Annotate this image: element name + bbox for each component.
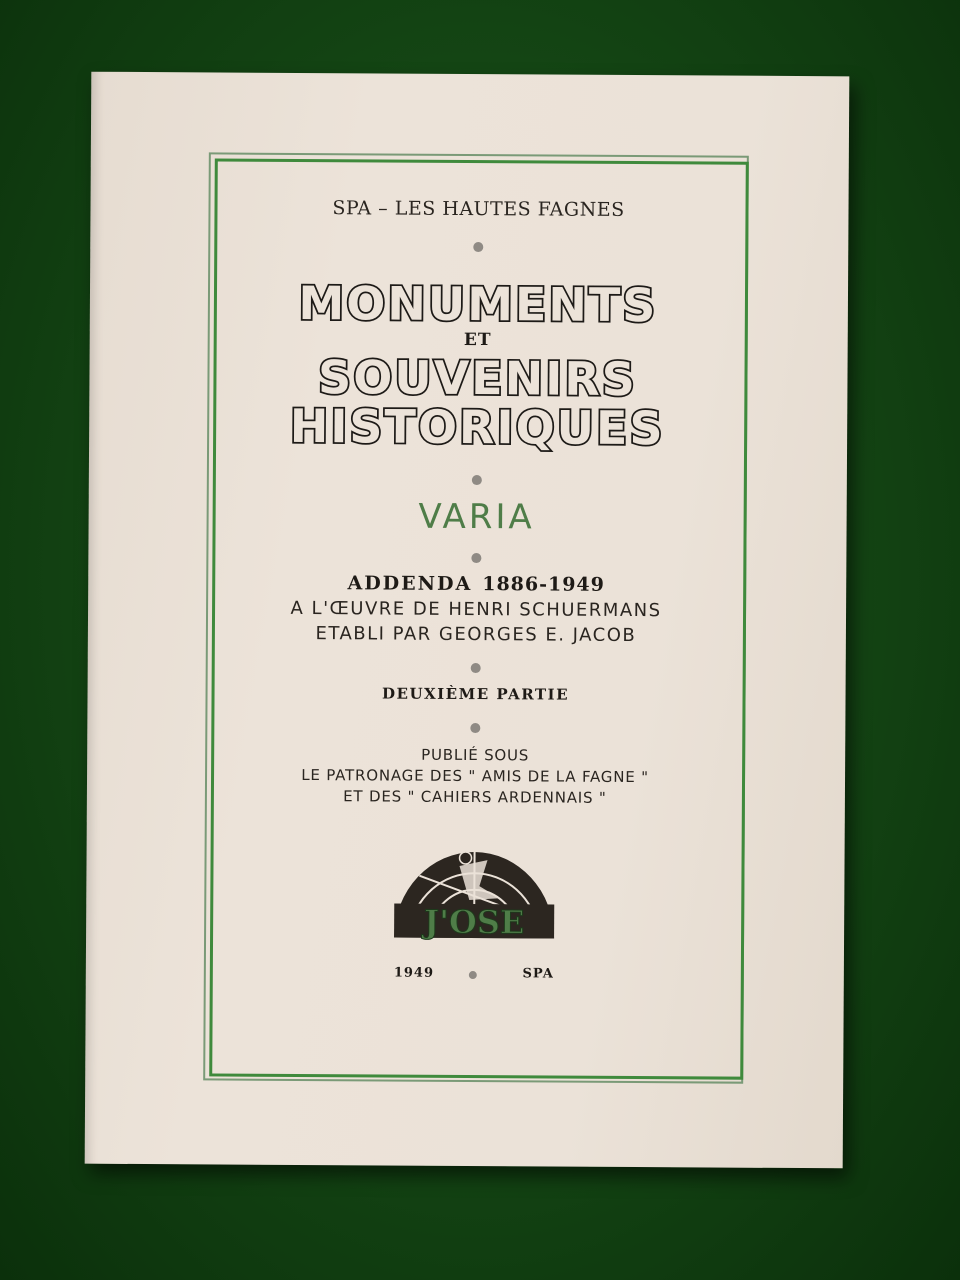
imprint-footer xyxy=(374,965,574,986)
publication-note xyxy=(217,743,733,809)
publication-line-3: ET DES " CAHIERS ARDENNAIS " xyxy=(343,787,607,807)
book-cover xyxy=(85,72,850,1169)
publication-year: 1949 xyxy=(393,965,435,981)
ornament-dot xyxy=(471,663,481,673)
ornament-dot xyxy=(471,553,481,563)
title-line-2: SOUVENIRS xyxy=(317,350,638,407)
addenda-years: 1886-1949 xyxy=(482,572,605,596)
addenda-label: ADDENDA xyxy=(347,572,473,595)
publisher-logo xyxy=(389,835,560,946)
publication-line-1: PUBLIÉ SOUS xyxy=(421,745,530,765)
publication-line-2: LE PATRONAGE DES " AMIS DE LA FAGNE " xyxy=(301,765,649,787)
title-line-1: MONUMENTS xyxy=(298,275,658,333)
ornament-dot xyxy=(473,242,483,252)
subtitle: VARIA xyxy=(418,496,535,538)
title-conjunction: ET xyxy=(463,330,492,351)
part-label: DEUXIÈME PARTIE xyxy=(381,684,570,704)
cover-content xyxy=(216,162,737,987)
ornament-dot xyxy=(472,475,482,485)
publisher-logo-text: J'OSE xyxy=(423,902,525,942)
addenda-heading xyxy=(218,571,734,596)
ornament-dot xyxy=(469,971,477,979)
publication-place: SPA xyxy=(522,966,554,982)
author-line: ETABLI PAR GEORGES E. JACOB xyxy=(315,622,637,646)
title-line-3: HISTORIQUES xyxy=(289,398,665,455)
series-title: SPA – LES HAUTES FAGNES xyxy=(332,197,625,221)
ornament-dot xyxy=(470,723,480,733)
work-line: A L'ŒUVRE DE HENRI SCHUERMANS xyxy=(290,597,662,622)
